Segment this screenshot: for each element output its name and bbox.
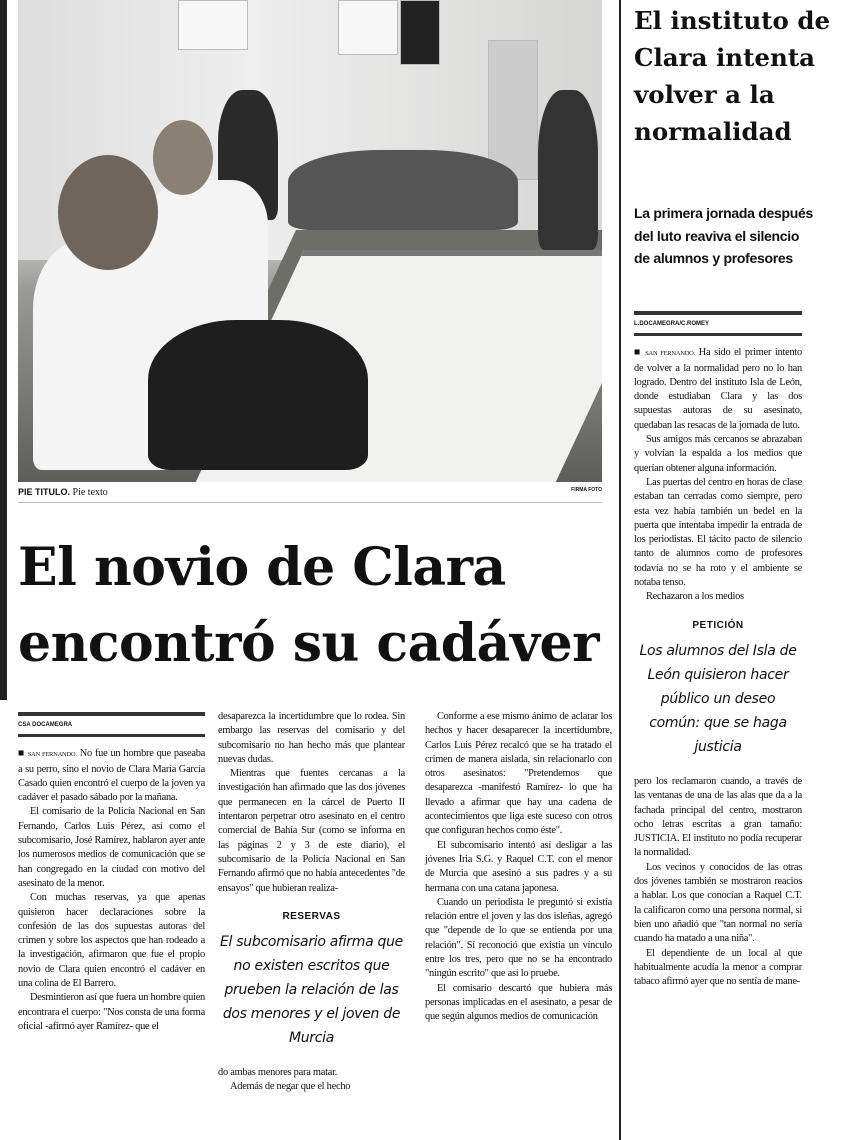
- subhead: RESERVAS: [282, 910, 341, 922]
- pull-quote: El subcomisario afirma que no existen escritos que prueben la relación de las dos menores y el joven de Murcia: [220, 934, 403, 1047]
- paragraph: El comisario de la Policía Nacional en San Fernando, Carlos Luis Pérez, así como el subcomisario, José Ramírez, hablaron ayer ante los numerosos medios de comunicación que se han congregado en la ciudad con motivo del asesinato de la menor.: [18, 806, 205, 889]
- paragraph: ■ SAN FERNANDO. No fue un hombre que paseaba a su perro, sino el novio de Clara María García Casado quien encontró el cuerpo de la joven ya cadáver el pasado sábado por la mañana.: [18, 748, 205, 804]
- caption-label: PIE TITULO.: [18, 487, 71, 497]
- side-column: [634, 311, 802, 989]
- main-column-1: [18, 712, 205, 1034]
- photo-door: [488, 40, 538, 180]
- photo-officer-head: [153, 120, 213, 195]
- paragraph: Además de negar que el hecho: [230, 1081, 351, 1093]
- main-column-3: [425, 710, 612, 1025]
- photo-officer-head: [58, 155, 158, 270]
- headline-line: El novio de Clara: [18, 537, 506, 598]
- paragraph: Los vecinos y conocidos de las otras dos jóvenes también se mostraron reacios a hablar. Los que conocían a Raquel C.T. la calificaron como una persona normal, si bien uno añadió que "tan normal no sería cuando ha matado a una niña".: [634, 861, 802, 945]
- photo-caption: [18, 487, 602, 503]
- paragraph: Rechazaron a los medios: [646, 591, 744, 603]
- paragraph: El dependiente de un local al que habitualmente acudía la menor a comprar tabaco afirmó ayer que no sentía de mane-: [634, 947, 802, 988]
- dateline: SAN FERNANDO.: [27, 751, 77, 759]
- paragraph-text: No fue un hombre que paseaba a su perro, sino el novio de Clara María García Casado quien encontró el cuerpo de la joven ya cadáver el pasado sábado por la mañana.: [18, 748, 205, 804]
- paragraph: ■ SAN FERNANDO. Ha sido el primer intento de volver a la normalidad pero no lo han logrado. Dentro del instituto Isla de León, donde estudiaban Clara y las dos supuestas autoras de su asesinato, quedaban las resacas de la jornada de luto.: [634, 347, 802, 431]
- photo-cameraman: [538, 90, 598, 250]
- subhead: PETICIÓN: [692, 619, 744, 631]
- side-headline: El instituto de Clara intenta volver a la normalidad: [634, 6, 831, 146]
- photo-credit: FIRMA FOTO: [571, 487, 602, 493]
- photo-officer-legs: [148, 320, 368, 470]
- paragraph: El subcomisario intentó así desligar a las jóvenes Iria S.G. y Raquel C.T. con el menor de Murcia que asesinó a sus padres y a su hermana con una catana japonesa.: [425, 839, 612, 894]
- byline: CSA DOCAMEGRA: [18, 712, 205, 737]
- dateline: SAN FERNANDO.: [645, 350, 695, 358]
- photo-poster: [400, 0, 440, 65]
- paragraph: desaparezca la incertidumbre que lo rodea. Sin embargo las reservas del comisario y del subcomisario no han hecho más que plantear nuevas dudas.: [218, 711, 405, 765]
- paragraph: Mientras que fuentes cercanas a la investigación han afirmado que las dos jóvenes que permanecen en la cárcel de Puerto II intentaron perpetrar otro asesinato en el centro comercial de Bahía Sur (como se informa en las páginas 2 y 3 de este diario), el subcomisario de la Policía Nacional en San Fernando afirmó que no había antecedentes "de ensayos" que hubieran realiza-: [218, 768, 405, 894]
- main-column-2: [218, 710, 405, 1095]
- headline-line: encontró su cadáver: [18, 613, 600, 674]
- main-headline: [18, 530, 618, 682]
- paragraph: Conforme a ese mismo ánimo de aclarar los hechos y hacer desaparecer la incertidumbre, Carlos Luis Pérez recalcó que se ha tratado el crimen de manera aislada, sin relacionarlo con otros asesinatos: "Pretendemos que desaparezca -manifestó Ramírez- lo que ha llevado a afirmar que hay una cadena de acontecimientos que liga este suceso con otros que configuran hechos como éste".: [425, 711, 612, 837]
- caption-text: Pie texto: [72, 487, 108, 498]
- paragraph-text: Ha sido el primer intento de volver a la normalidad pero no lo han logrado. Dentro del instituto Isla de León, donde estudiaban Clara y las dos supuestas autoras de su asesinato, quedaban las resacas de la jornada de luto.: [634, 347, 802, 431]
- paragraph: El comisario descartó que hubiera más personas implicadas en el asesinato, a pesar de que según algunos medios de comunicación: [425, 982, 612, 1023]
- press-conference-photo: [18, 0, 602, 482]
- paragraph: Las puertas del centro en horas de clase estaban tan cerradas como siempre, pero esta vez había también un bedel en la puerta que intentaba impedir la entrada de los periodistas. El tácito pacto de silencio tanto de alumnos como de profesores todavía no se ha roto y el ambiente se notaba tenso.: [634, 476, 802, 589]
- side-deck: La primera jornada después del luto reaviva el silencio de alumnos y profesores: [634, 205, 813, 266]
- paragraph: Sus amigos más cercanos se abrazaban y volvían la espalda a los medios que querían obtener alguna información.: [634, 434, 802, 474]
- paragraph: do ambas menores para matar.: [218, 1067, 338, 1079]
- paragraph: pero los reclamaron cuando, a través de las ventanas de una de las alas que da a la fachada principal del centro, mostraron ocho letras escritas a gran tamaño: JUSTICIA. El instituto no podía recuperar la normalidad.: [634, 775, 802, 859]
- paragraph: Con muchas reservas, ya que apenas quisieron hacer declaraciones sobre la confesión de las dos supuestas autoras del crimen y sobre los aspectos que han rodeado a la investigación, afirmaron que fue el propio novio de Clara quien encontró el cadáver en una colina de El Barrero.: [18, 892, 205, 990]
- byline: L.DOCAMEGRA/C.ROMEY: [634, 311, 802, 336]
- photo-audience: [288, 150, 518, 230]
- paragraph: Cuando un periodista le preguntó si existía relación entre el joven y las dos isleñas, agregó que "depende de lo que se entienda por una relación". Sí reconoció que existía un vínculo entre los tres, pero que no se ha encontrado "ningún escrito" que así lo pruebe.: [425, 896, 612, 980]
- paragraph: Desmintieron así que fuera un hombre quien encontrara el cuerpo: "Nos consta de una forma oficial -afirmó ayer Ramírez- que el: [18, 992, 205, 1032]
- pull-quote: Los alumnos del Isla de León quisieron hacer público un deseo común: que se haga justicia: [639, 642, 797, 755]
- page-edge: [0, 0, 7, 700]
- photo-poster: [178, 0, 248, 50]
- photo-poster: [338, 0, 398, 55]
- column-rule: [619, 0, 621, 1140]
